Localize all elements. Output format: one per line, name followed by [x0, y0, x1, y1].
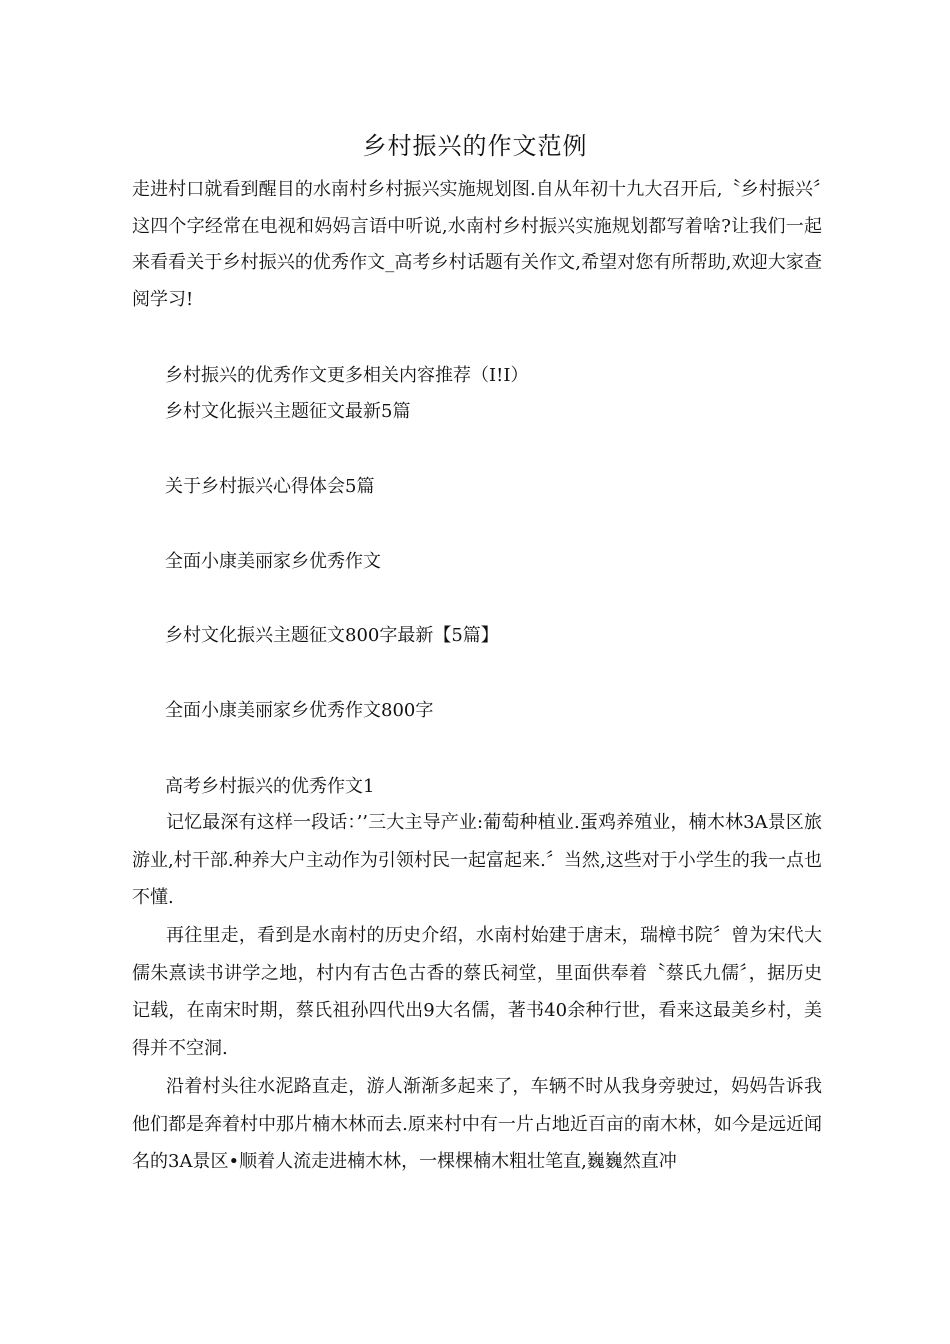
related-link-5[interactable]: 全面小康美丽家乡优秀作文800字 [165, 700, 434, 721]
intro-paragraph: 走进村口就看到醒目的水南村乡村振兴实施规划图.自从年初十九大召开后,〝乡村振兴〞这四个字经常在电视和妈妈言语中听说,水南村乡村振兴实施规划都写着啥?让我们一起来看看关于乡村振兴的优秀作文_高考乡村话题有关作文,希望对您有所帮助,欢迎大家查阅学习! [132, 179, 822, 310]
related-link-1[interactable]: 乡村文化振兴主题征文最新5篇 [165, 401, 411, 422]
essay-paragraph-1: 记忆最深有这样一段话：’’三大主导产业:葡萄种植业.蛋鸡养殖业，楠木林3A景区旅游业,村干部.种养大户主动作为引领村民一起富起来.〞当然,这些对于小学生的我一点也不懂. [132, 812, 822, 908]
essay-paragraph-3: 沿着村头往水泥路直走，游人渐渐多起来了，车辆不时从我身旁驶过，妈妈告诉我他们都是奔着村中那片楠木林而去.原来村中有一片占地近百亩的南木林，如今是远近闻名的3A景区•顺着人流走进楠木林，一棵棵楠木粗壮笔直,巍巍然直冲 [132, 1076, 822, 1172]
related-link-3[interactable]: 全面小康美丽家乡优秀作文 [165, 551, 381, 572]
related-link-4[interactable]: 乡村文化振兴主题征文800字最新【5篇】 [165, 625, 499, 646]
recommend-heading: 乡村振兴的优秀作文更多相关内容推荐（I!I） [165, 365, 529, 386]
essay-heading: 高考乡村振兴的优秀作文1 [165, 776, 375, 797]
related-link-2[interactable]: 关于乡村振兴心得体会5篇 [165, 476, 375, 497]
document-title: 乡村振兴的作文范例 [362, 132, 588, 160]
essay-paragraph-2: 再往里走，看到是水南村的历史介绍，水南村始建于唐末，瑞樟书院〞曾为宋代大儒朱熹读书讲学之地，村内有古色古香的蔡氏祠堂，里面供奉着〝蔡氏九儒〞，据历史记载，在南宋时期，蔡氏祖孙四代出9大名儒，著书40余种行世，看来这最美乡村，美得并不空洞. [132, 925, 822, 1059]
